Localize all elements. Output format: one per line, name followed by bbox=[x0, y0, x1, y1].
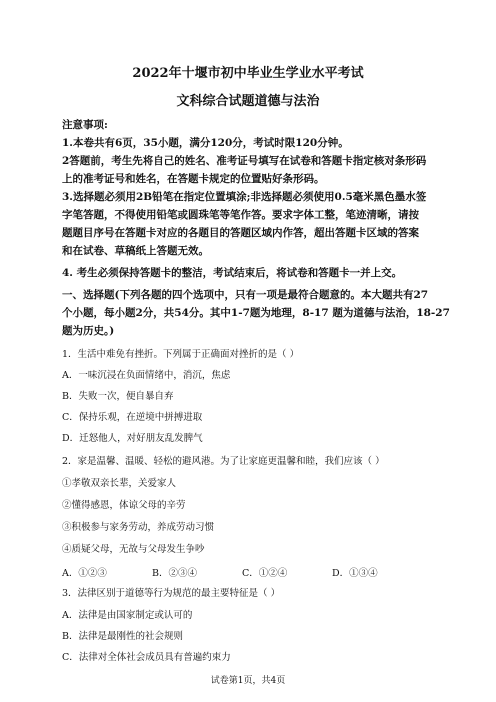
exam-subtitle: 文科综合试题道德与法治 bbox=[176, 94, 320, 109]
notice-line: 和在试卷、草稿纸上答题无效。 bbox=[62, 245, 209, 257]
notice-line: 4. 考生必须保持答题卡的整洁，考试结束后，将试卷和答题卡一并上交。 bbox=[62, 267, 403, 279]
notice-heading: 注意事项: bbox=[62, 119, 108, 131]
question-stem: 3．法律区别于道德等行为规范的最主要特征是（ ） bbox=[62, 588, 281, 599]
section-heading: 个小题，每小题2分，共54分。其中1-7题为地理，8-17 题为道德与法治，18-27 bbox=[62, 307, 450, 319]
choice-c: C．①②④ bbox=[242, 568, 288, 579]
question-option: D．迁怒他人，对好朋友乱发脾气 bbox=[62, 433, 203, 444]
choice-a: A．①②③ bbox=[62, 568, 107, 579]
notice-line: 1.本卷共有6页，35小题，满分120分，考试时限120分钟。 bbox=[62, 137, 349, 149]
question-option: B．法律是最刚性的社会规则 bbox=[62, 631, 183, 642]
question-option: A．一味沉浸在负面情绪中，消沉，焦虑 bbox=[62, 370, 231, 381]
choice-b: B．②③④ bbox=[152, 568, 197, 579]
notice-line: 3.选择题必须用2B铅笔在指定位置填涂;非选择题必须使用0.5毫米黑色墨水签 bbox=[62, 191, 427, 203]
exam-title: 2022年十堰市初中毕业生学业水平考试 bbox=[132, 66, 364, 81]
notice-line: 2答题前，考生先将自己的姓名、准考证号填写在试卷和答题卡指定核对条形码 bbox=[62, 155, 427, 167]
question-option: B．失败一次，便自暴自弃 bbox=[62, 391, 174, 402]
question-item: ④质疑父母，无故与父母发生争吵 bbox=[62, 544, 205, 555]
notice-line: 上的准考证号和姓名，在答题卡规定的位置贴好条形码。 bbox=[62, 173, 325, 185]
notice-line: 字笔答题，不得使用铅笔或圆珠笔等笔作答。要求字体工整，笔迹清晰，请按 bbox=[62, 209, 419, 221]
question-item: ③积极参与家务劳动，养成劳动习惯 bbox=[62, 522, 215, 533]
question-item: ①孝敬双亲长辈，关爱家人 bbox=[62, 478, 177, 489]
question-choices bbox=[62, 565, 442, 579]
notice-line: 题题目序号在答题卡对应的各题目的答题区域内作答，超出答题卡区域的答案 bbox=[62, 227, 419, 239]
section-heading: 一、选择题(下列各题的四个选项中，只有一项是最符合题意的。本大题共有27 bbox=[62, 289, 429, 301]
section-heading: 题为历史。) bbox=[62, 325, 115, 337]
question-option: C．法律对全体社会成员具有普遍约束力 bbox=[62, 652, 231, 663]
choice-d: D．①③④ bbox=[332, 568, 378, 579]
question-stem: 2．家是温馨、温暖、轻松的避风港。为了让家庭更温馨和睦，我们应该（ ） bbox=[62, 456, 385, 467]
page-footer: 试卷第1页，共4页 bbox=[210, 676, 286, 686]
question-stem: 1．生活中难免有挫折。下列属于正确面对挫折的是（ ） bbox=[62, 349, 300, 360]
question-option: C．保持乐观，在逆境中拼搏进取 bbox=[62, 412, 203, 423]
question-item: ②懂得感恩，体谅父母的辛劳 bbox=[62, 500, 186, 511]
question-option: A．法律是由国家制定或认可的 bbox=[62, 610, 193, 621]
